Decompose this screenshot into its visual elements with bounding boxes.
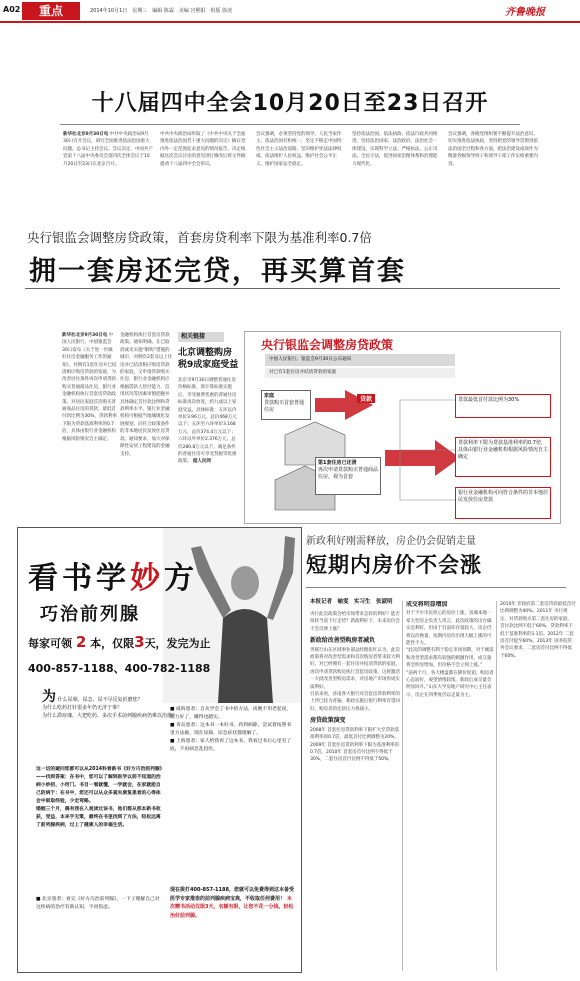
headline-rule (60, 124, 520, 125)
top-story-col-3: 会议强调，必须坚持党的领导、人民当家作主、依法治国有机统一，坚定不移走中国特色社会主义法治道路，坚决维护宪法法律权威，依法维护人民权益、维护社会公平正义、维护国家安全稳定。 (256, 132, 342, 167)
ad-title (28, 553, 198, 597)
market-sub-2: 房贷政策演变 (310, 717, 346, 725)
sidebar-byline: 据人民网 (192, 459, 211, 465)
page-header (0, 0, 580, 22)
ad-q-big: 为 (42, 689, 56, 705)
feature-rule (25, 288, 560, 289)
advertisement (17, 527, 302, 973)
node-second (315, 457, 381, 495)
ad-title-c: 方 (164, 561, 198, 596)
market-rule (306, 587, 566, 588)
sidebar-text-body: 北京市9月30日调整普通住房价格标准，原计算标准实施后，享受税费优惠的普通住房标准再次放宽，约九成以上家庭受益。具体标准：五环以内单价3.96万元、总价468万元以下；五环至六环单价3.168万元、总价374.4万元以下；六环以外单价2.376万元、总价280.8万元以下。满足条件的普通住房可享受契税等优惠政策。 (178, 378, 237, 465)
feature-col-1 (62, 332, 117, 527)
market-col1-body2: 目前来看，济南各大银行对首套房贷款利率的上浮已较为普遍，新政实施后银行利率有望回归，购房者的还款压力将减小。 (310, 692, 400, 712)
section-label: 重点 (22, 2, 80, 20)
feature-kicker: 央行银监会调整房贷政策，首套房贷利率下限为基准利率0.7倍 (27, 230, 372, 245)
node-first-house-label: 家庭 (264, 393, 275, 399)
info-box-3: 银行业金融机构可向符合条件的非本地居民发放住房贷款 (455, 487, 551, 519)
ad-cta-text: 现在拨打400-857-1188，您就可以免费得到这本备受医学专家推崇的前列腺疾病宝典，不收取任何费用！ (170, 887, 294, 902)
info-box-2: 贷款利率下限为贷款基准利率的0.7倍，具体由银行业金融机构根据风险情况自主确定 (455, 437, 551, 477)
infographic-note: 中国人民银行、银监会9月30日公布通知 (265, 354, 455, 366)
ad-testimonial-3: ■ 青岛患者：这本书一本好书，药到病除，尝试着按照书里方法做，现在尿频、尿急症状都缓解了。 (170, 723, 292, 736)
market-sub-3: 成交将明显增加 (406, 601, 448, 608)
feature-sidebar (178, 332, 240, 524)
ad-title-a: 看书学 (28, 561, 130, 596)
node-second-text: 再次申请贷款购买普通商品住房，视为首套 (318, 467, 379, 480)
market-col-2 (402, 601, 494, 971)
feature-col-1-text: 中国人民银行、中国银监会30日发布《关于进一步做好住房金融服务工作的通知》，对拥有1套住房并已结清相应购房贷款的家庭，为改善居住条件再次申请贷款购买普通商品住房，银行业金融机构执行首套房贷款政策。对居民家庭首次购买普通商品住房的贷款，最低首付款比例为30%，贷款利率下限为贷款基准利率的0.7倍，具体由银行业金融机构根据风险情况自主确定。 (62, 333, 117, 442)
market-byline: 本报记者 喻雯 实习生 张淑明 (310, 599, 393, 605)
infographic-sub: 对已有1套住房并结清贷款的家庭 (265, 368, 455, 378)
top-story-col-2: 中共中央政治局听取了《中共中央关于全面推进依法治国若干重大问题的决定》稿在党内外一定范围征求意见的情况报告，决定根据这次会议讨论的意见进行修改后将文件稿提请十八届四中全会审议。 (160, 132, 246, 167)
ad-questions (42, 689, 178, 720)
ad-testimonial-2: ■ 威海患者：自从学会了书中的方法，夜晚不用老起夜，精力好了，睡得也踏实。 (170, 707, 292, 720)
ad-offer-days: 3 (134, 633, 145, 651)
ad-body-1: 这一切的疑问您都可以从2014科普新书《好方巧治前列腺》——找到答案：在书中，您可以了解到医学以前不知道的治病小妙招、小窍门。书目一看就懂，一学就会，在家就能自己防病于：在书中，您还可以从众多真实康复患者的心得体会中吸取经验，少走弯路。 (36, 767, 163, 804)
market-col2-body3: “前两个月，各大楼盘都在降价促销，购房者心态较好，观望情绪较浓，新政后成交量会明显回升。”山东大学房地产研究中心主任表示，房企在四季度仍以走量为主。 (406, 670, 494, 698)
market-col1-body1: 世联行山东区域事业部总经理张红认为，此次政策将对改善型需求和首次购房者带来较大利好。对已经拥有一套住房并结清贷款的家庭，再次申请贷款购房执行首套房政策，这将激活一大批改善型购房需求，对房地产市场形成实质利好。 (310, 647, 400, 690)
node-first-house-text: 贷款购买首套普通住房 (264, 400, 305, 413)
ad-offer (28, 633, 211, 651)
top-story-col-5: 会议强调，各级党组织要不断提升法治意识，切实推进依法执政，坚持把党的领导贯彻到依法治国全过程和各方面，把法治建设成效作为衡量各级领导班子和领导干部工作实绩重要内容。 (448, 132, 538, 167)
sidebar-headline: 北京调整购房税9成家庭受益 (178, 348, 239, 370)
market-kicker: 新政利好刚需释放，房企仍会促销走量 (306, 536, 476, 547)
ad-title-b: 妙 (130, 561, 164, 596)
market-sub-1: 新政给改善型购房者减负 (310, 637, 375, 645)
top-story (0, 24, 580, 224)
ad-testimonial-1: ■ 北京患者：看完《好方巧治前列腺》，一下子理解自己对这疾病的治疗有新认知，不再焦虑。 (36, 897, 160, 910)
feature-col-2: 金融机构执行首套房贷款政策。通知明确，在已取消或未实施“限购”措施的城市，对拥有2套及以上住房并已结清相应购房贷款的家庭，又申请贷款购买住房，银行业金融机构应根据借款人偿付能力、信用状况等因素审慎把握并具体确定首付款比例和贷款利率水平。银行业金融机构可根据当地城镇化发展规划，向符合政策条件的非本地居民发放住房贷款。通知要求，加大对保障性安居工程建设的金融支持。 (120, 333, 173, 457)
ad-testimonial-4: ■ 上海患者：家人给我看了这本书，我看过书后心里有了底，不再病急乱投医。 (170, 739, 292, 752)
infographic (244, 331, 561, 524)
node-first-house (261, 390, 311, 420)
market-intro: 央行此次政策会给市场带来怎样的利好？能否扭转当前下行走势？新政利好下，未来房价会不会反弹上涨？ (310, 612, 400, 632)
feature-lead: 新华社北京9月30日电 (62, 333, 108, 338)
ad-cta-2: 本次赠书活动仅限3天，名额有限，让您不花一分钱，轻松治好前列腺。 (170, 895, 294, 919)
infographic-title: 央行银监会调整房贷政策 (261, 338, 394, 352)
market-col1-body3: 2008年 首套住房贷款利率下限扩大至贷款基准利率的0.7倍，最低首付比例调整为20%。2009年 首套住房贷款利率下限为基准利率的0.7倍。2010年 首套房首付比例不得低于30%，二套住房首付比例不得低于50%。 (310, 727, 400, 763)
edition-meta: 2014年10月1日 星期三 编辑 陈霖 美编 宫熙阳 组版 徐凌 (90, 8, 233, 14)
market-story (306, 527, 576, 977)
ad-testimonials (170, 706, 295, 886)
ad-offer-num: 2 (75, 633, 87, 651)
ad-q3: 为什么滞症瑰、大把吃药、多次手术前列腺疾病仍难以治愈？ (42, 713, 178, 719)
top-story-col-1-text: 中共中央政治局9月30日召开会议，研究全面推进依法治国重大问题。总书记主持会议。会议决定，中国共产党第十八届中央委员会第四次全体会议于10月20日至23日在北京召开。 (63, 132, 153, 167)
market-col2-body1: 对于不少市民担心的房价上涨，省城本地一家大型房企负责人坦言，此次政策的出台确实是利好，但由于目前库存量较大，房企仍将以价换量，短期内房价出现大幅上涨的可能性不大。 (406, 611, 492, 647)
top-story-headline: 十八届四中全会10月20日至23日召开 (91, 91, 489, 116)
ad-offer-mid: 本，仅限 (90, 637, 135, 650)
top-story-col-1 (63, 131, 153, 223)
newspaper-logo: 齐鲁晚报 (505, 7, 545, 18)
page-number: A02 (3, 5, 21, 14)
ad-q1: 什么尿频、尿急、尿不尽反复折磨您？ (57, 697, 143, 703)
ad-body-2: 婚姻三个月，偶有我在入观读过该书，他们都从那本新书收获，受益，本来手无策，最终在书里找到了方法，轻松远离了前列腺疾病，过上了健康人的幸福生活。 (36, 807, 161, 828)
ad-body (36, 766, 164, 894)
market-col-1 (310, 611, 400, 971)
ad-cta (170, 886, 295, 956)
market-headline: 短期内房价不会涨 (306, 553, 482, 577)
market-col-3: 2010年 非政府第二套房贷款最低首付比例调整为40%。2011年 央行规定，对贷款购买第二套住房的家庭，首付款比例不低于60%，贷款利率不低于基准利率的1.1倍。2012年 二套房首付提至60%。2013年 国务院常务会议要求，二套房首付比例不得低于60%。 (496, 601, 576, 971)
top-story-lead: 新华社北京9月30日电 (63, 132, 109, 137)
sidebar-text (178, 377, 240, 517)
ad-offer-post: 天，发完为止 (144, 637, 211, 650)
ad-q2: 为什么吃药打针很多年仍无济于事？ (42, 705, 123, 711)
ad-offer-pre: 每家可领 (28, 637, 72, 650)
node-loan: 贷款 (357, 394, 375, 403)
ad-phone: 400-857-1188、400-782-1188 (28, 662, 211, 675)
sidebar-tag: 相关链接 (178, 332, 224, 342)
market-col2-body2: “此次的调整有利于稳定市场预期，对于刚需和改善型需求都有较强的刺激作用，成交量将会明显增加，但价格不会立刻上涨。” (406, 648, 494, 669)
ad-subtitle: 巧治前列腺 (40, 604, 140, 625)
feature-story (0, 224, 580, 528)
feature-headline: 拥一套房还完贷，再买算首套 (29, 256, 406, 287)
node-second-label: 第1套住房已还清 (318, 460, 357, 466)
header-rule (0, 21, 580, 23)
info-box-1: 贷款最低首付款比例为30% (455, 394, 551, 418)
top-story-col-4: 坚持依法治国、依法执政、依法行政共同推进，坚持法治国家、法治政府、法治社会一体建设，实现科学立法、严格执法、公正司法、全民守法，促进国家治理体系和治理能力现代化。 (352, 132, 438, 167)
